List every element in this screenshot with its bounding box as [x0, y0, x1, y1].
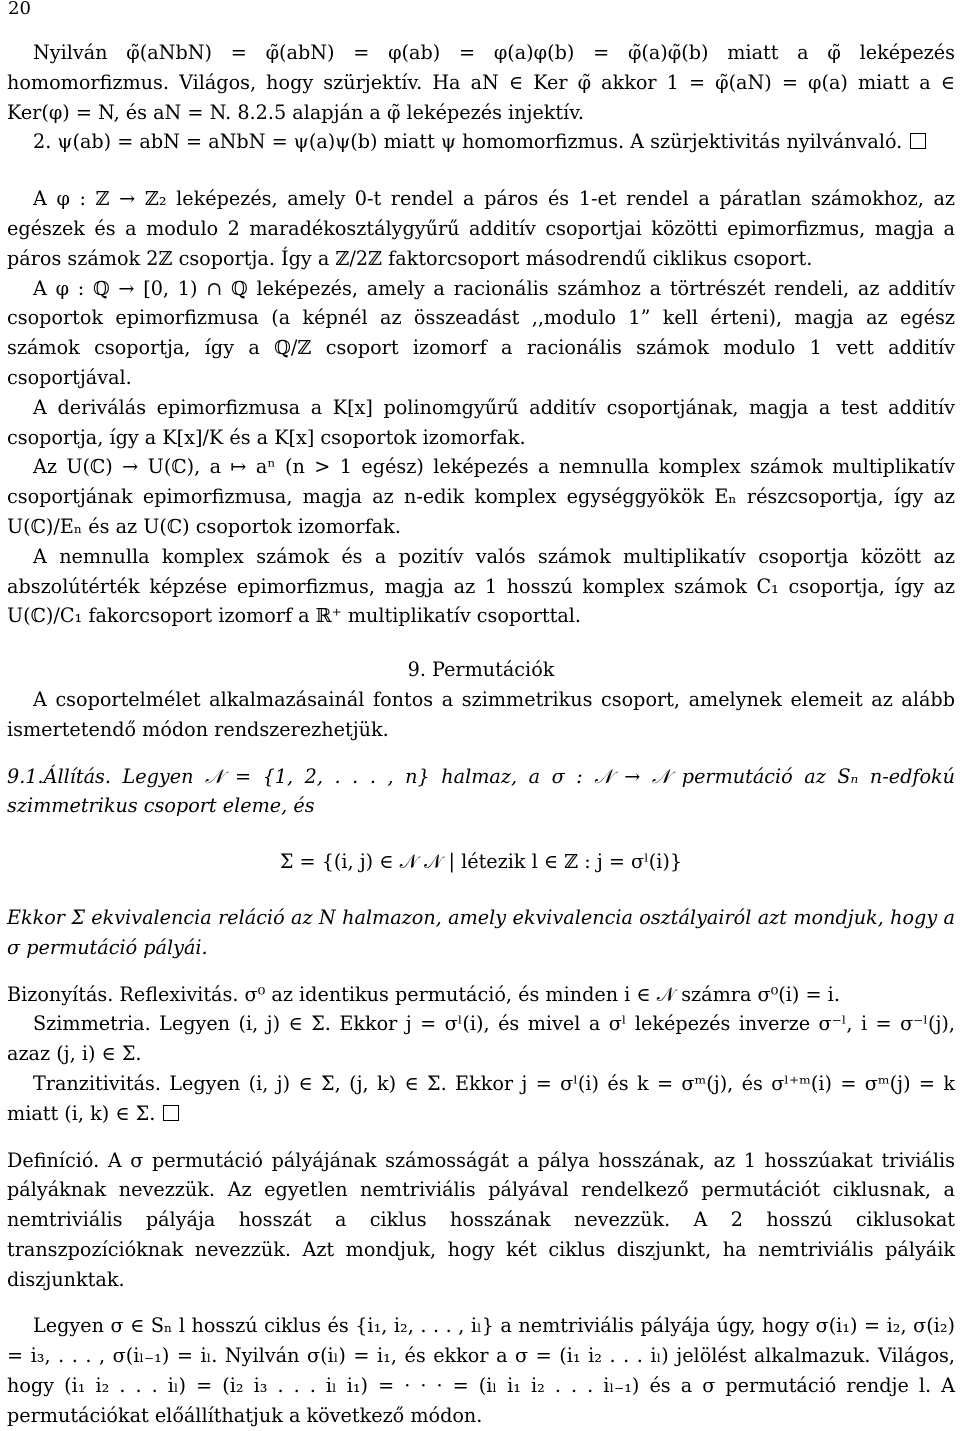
page-number: 20 — [8, 0, 31, 19]
paragraph-cycle-notation: Legyen σ ∈ Sₙ l hosszú ciklus és {i₁, i₂, . . . , iₗ} a nemtriviális pályája úgy, hogy σ(i₁) = i₂, σ(i₂) = i₃, . . . , σ(iₗ₋₁) = iₗ. Nyilván σ(iₗ) = i₁, és ekkor a σ = (i₁ i₂ . . . iₗ) jelölést alkalmazuk. Világos, hogy (i₁ i₂ . . . iₗ) = (i₂ i₃ . . . iₗ i₁) = · · · = (iₗ i₁ i₂ . . . iₗ₋₁) és a σ permutáció rendje l. A permutációkat előállíthatjuk a következő módon. — [7, 1314, 955, 1427]
display-equation: Σ = {(i, j) ∈ 𝒩 𝒩 | létezik l ∈ ℤ : j = σˡ(i)} — [279, 850, 683, 874]
page-body — [7, 38, 955, 1431]
theorem-conclusion: Ekkor Σ ekvivalencia reláció az N halmazon, amely ekvivalencia osztályairól azt mondjuk, hogy a σ permutáció pályái. — [7, 905, 955, 959]
paragraph-example-power-map: Az U(ℂ) → U(ℂ), a ↦ aⁿ (n > 1 egész) leképezés a nemnulla komplex számok multiplikatív csoportjának epimorfizmusa, magja az n-edik komplex egységgyökök Eₙ részcsoportja, így az U(ℂ)/Eₙ és az U(ℂ) csoportok izomorfak. — [7, 455, 955, 538]
paragraph-example-absolute-value: A nemnulla komplex számok és a pozitív valós számok multiplikatív csoportja között az abszolútérték képzése epimorfizmus, magja az 1 hosszú komplex számok C₁ csoportja, így az U(ℂ)/C₁ fakorcsoport izomorf a ℝ⁺ multiplikatív csoporttal. — [7, 544, 955, 628]
qed-icon — [910, 133, 926, 149]
paragraph-example-z2: A φ : ℤ → ℤ₂ leképezés, amely 0-t rendel a páros és 1-et rendel a páratlan számokhoz, az egészek és a modulo 2 maradékosztálygyűrű additív csoportjai közötti epimorfizmus, magja a páros számok 2ℤ csoportja. Így a ℤ/2ℤ faktorcsoport másodrendű ciklikus csoport. — [7, 187, 955, 270]
proof-transitivity: Tranzitivitás. Legyen (i, j) ∈ Σ, (j, k) ∈ Σ. Ekkor j = σˡ(i) és k = σᵐ(j), és σˡ⁺ᵐ(i) = σᵐ(j) = k miatt (i, k) ∈ Σ. — [7, 1071, 955, 1125]
section-title: 9. Permutációk — [407, 658, 555, 682]
definition-paragraph: Definíció. A σ permutáció pályájának számosságát a pálya hosszának, az 1 hosszúakat triviális pályáknak nevezzük. Az egyetlen nemtriviális pályával rendelkező permutációt ciklusnak, a nemtriviális pályája hosszát a ciklus hosszának nevezzük. A 2 hosszú ciklusokat transzpozícióknak nevezzük. Azt mondjuk, hogy két ciklus diszjunkt, ha nemtriviális pályáik diszjunktak. — [7, 1148, 955, 1291]
paragraph-permutations-intro: A csoportelmélet alkalmazásainál fontos a szimmetrikus csoport, amelynek elemeit az alább ismertetendő módon rendszerezhetjük. — [7, 687, 955, 741]
proof-symmetry: Szimmetria. Legyen (i, j) ∈ Σ. Ekkor j = σˡ(i), és mivel a σˡ leképezés inverze σ⁻ˡ, i = σ⁻ˡ(j), azaz (j, i) ∈ Σ. — [7, 1012, 955, 1066]
paragraph-isomorphism-proof: Nyilván φ̃(aNbN) = φ̃(abN) = φ(ab) = φ(a)φ(b) = φ̃(a)φ̃(b) miatt a φ̃ leképezés homomorfizmus. Világos, hogy szürjektív. Ha aN ∈ Ker φ̃ akkor 1 = φ̃(aN) = φ(a) miatt a ∈ Ker(φ) = N, és aN = N. 8.2.5 alapján a φ̃ leképezés injektív. — [7, 41, 955, 124]
theorem-statement: 9.1.Állítás. Legyen 𝒩 = {1, 2, . . . , n} halmaz, a σ : 𝒩 → 𝒩 permutáció az Sₙ n-edfokú szimmetrikus csoport eleme, és — [7, 764, 955, 818]
paragraph-proof-part-2: 2. ψ(ab) = abN = aNbN = ψ(a)ψ(b) miatt ψ homomorfizmus. A szürjektivitás nyilvánvaló. — [7, 127, 955, 157]
qed-icon — [163, 1105, 179, 1121]
paragraph-example-q: A φ : ℚ → [0, 1) ∩ ℚ leképezés, amely a racionális számhoz a törtrészét rendeli, az additív csoportok epimorfizmusa (a képnél az összeadást ,,modulo 1” kell érteni), magja az egész számok csoportja, így a ℚ/ℤ csoport izomorf a racionális számok modulo 1 vett additív csoportjával. — [7, 276, 955, 389]
paragraph-example-derivation: A deriválás epimorfizmusa a K[x] polinomgyűrű additív csoportjának, magja a test additív csoportja, így a K[x]/K és a K[x] csoportok izomorfak. — [7, 395, 955, 449]
proof-reflexivity: Bizonyítás. Reflexivitás. σ⁰ az identikus permutáció, és minden i ∈ 𝒩 számra σ⁰(i) = i. — [7, 982, 840, 1006]
